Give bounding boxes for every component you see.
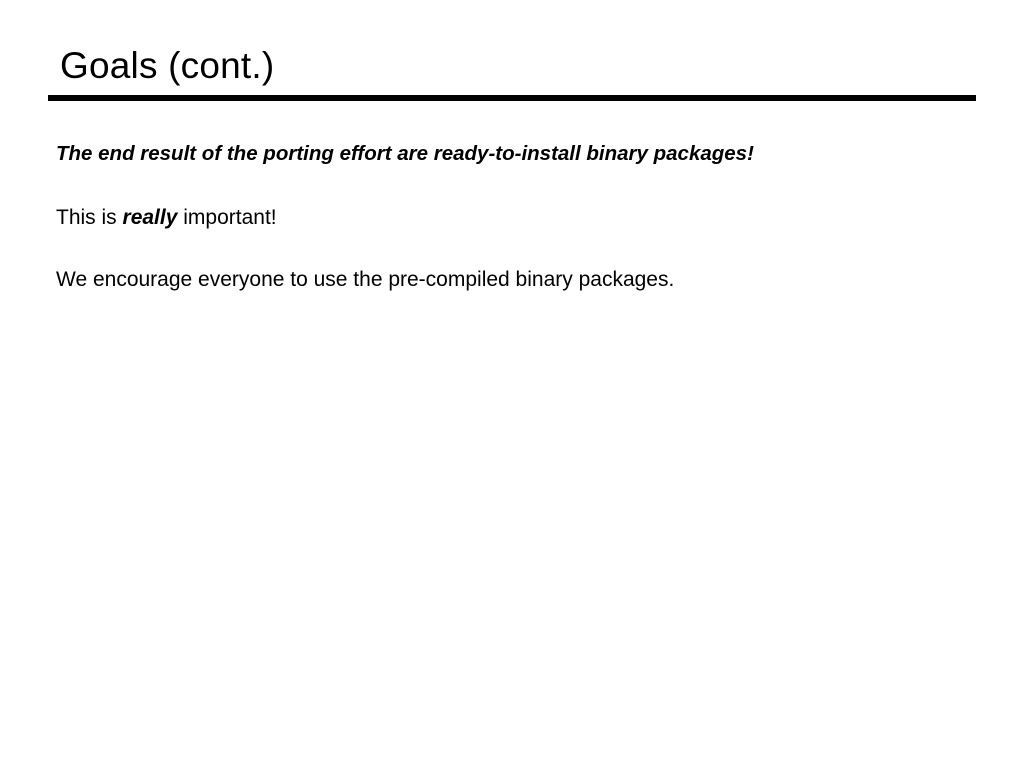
third-paragraph: We encourage everyone to use the pre-compiled binary packages. — [56, 268, 675, 292]
page-title: Goals (cont.) — [60, 45, 275, 86]
slide-body — [56, 140, 976, 294]
second-paragraph-suffix: important! — [177, 205, 277, 229]
second-paragraph-prefix: This is — [56, 205, 123, 229]
title-divider — [48, 95, 976, 101]
second-paragraph — [56, 204, 976, 232]
second-paragraph-emphasis: really — [122, 205, 178, 229]
lead-paragraph: The end result of the porting effort are ready-to-install binary packages! — [56, 142, 754, 165]
